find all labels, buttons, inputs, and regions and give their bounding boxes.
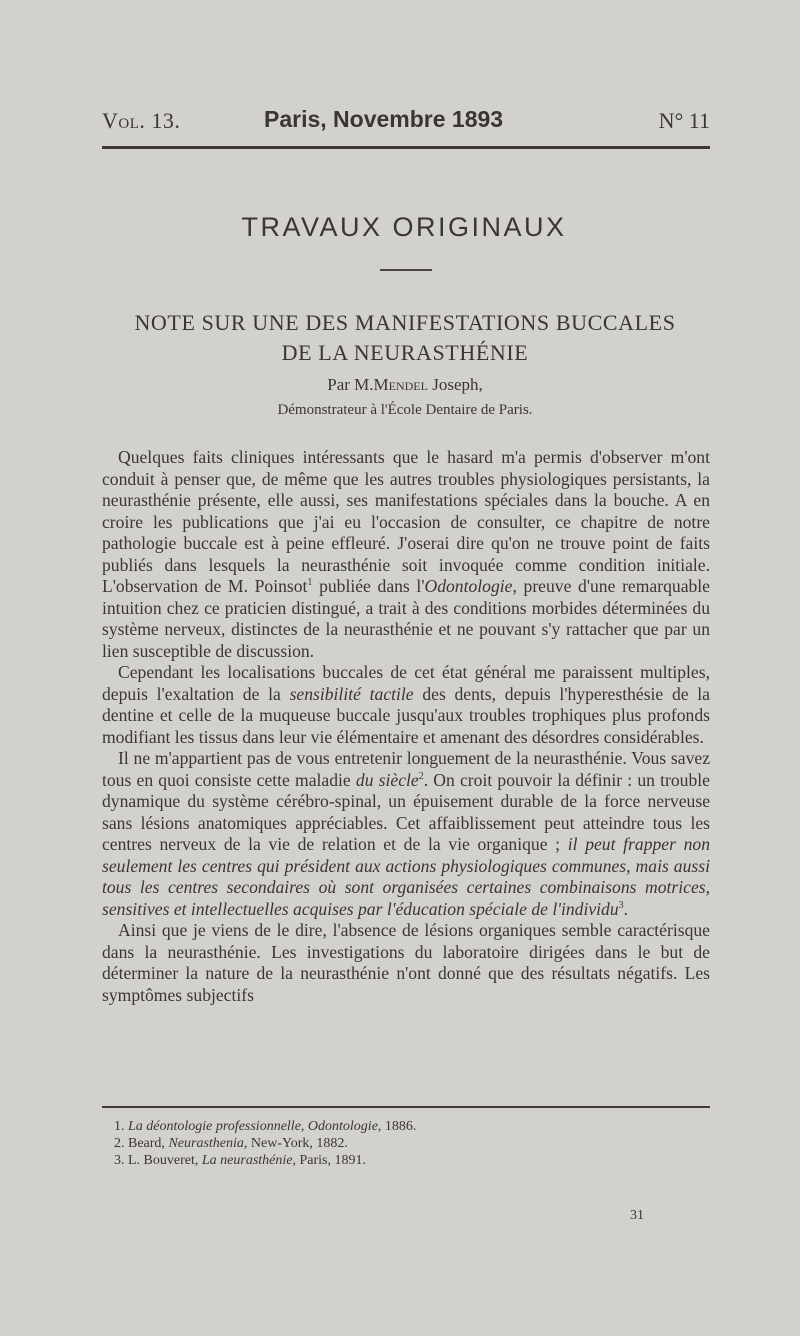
footnote-text: Beard, xyxy=(128,1136,169,1151)
footnote-1 xyxy=(114,1118,704,1135)
byline xyxy=(100,375,710,395)
byline-prefix: Par M. xyxy=(327,375,374,394)
article-title-line1: NOTE SUR UNE DES MANIFESTATIONS BUCCALES xyxy=(134,310,676,335)
p3-text-a: Il ne m'appartient pas de vous entretenir longuement de la neurasthénie. Vous savez tous en quoi consiste cette maladie xyxy=(102,748,710,790)
header-rule xyxy=(102,146,710,149)
p1-text-a: Quelques faits cliniques intéressants que le hasard m'a permis d'observer m'ont conduit à penser que, de même que les autres troubles physiologiques persistants, la neurasthénie présente, elle aussi, ses manifestations spéciales dans la bouche. A en croire les publications que j'ai eu l'occasion de consulter, ce chapitre de notre pathologie buccale est à peine effleuré. J'oserai dire qu'on ne trouve point de faits publiés dans lesquels la neurasthénie soit invoquée comme condition initiale. L'observation de M. Poinsot xyxy=(102,447,710,596)
p1-italic: Odontologie xyxy=(424,576,513,596)
footnote-text: , Paris, 1891. xyxy=(292,1153,366,1168)
footnotes xyxy=(114,1118,704,1169)
footnote-italic: Neurasthenia xyxy=(168,1136,244,1151)
paragraph-2 xyxy=(102,662,710,748)
footnote-num: 2. xyxy=(114,1136,125,1151)
section-title: TRAVAUX ORIGINAUX xyxy=(241,212,567,242)
footnote-text: , 1886. xyxy=(377,1119,417,1134)
page-number: 31 xyxy=(630,1208,644,1223)
author-affiliation: Démonstrateur à l'École Dentaire de Paris. xyxy=(277,402,533,418)
footnote-ref-2: 2 xyxy=(418,770,424,782)
article-body xyxy=(102,447,710,1006)
footnote-text: L. Bouveret, xyxy=(128,1153,202,1168)
footnote-ref-3: 3 xyxy=(618,899,624,911)
footnote-italic: La déontologie professionnelle xyxy=(128,1119,301,1134)
footnote-ref-1: 1 xyxy=(307,577,313,589)
author-given: Joseph, xyxy=(432,375,483,394)
p3-text-b: . On croit pouvoir la définir : un trouble dynamique du système cérébro-spinal, un épuisement durable de la force nerveuse sans lésions anatomiques appréciables. Cet affaiblissement peut atteindre tous les centres nerveux de la vie de relation et de la vie organique ; xyxy=(102,769,710,854)
footnote-rule xyxy=(102,1106,710,1108)
footnote-italic: Odontologie xyxy=(307,1119,378,1134)
footnote-text: , xyxy=(300,1119,308,1134)
p3-italic-1: du siècle xyxy=(355,769,419,790)
footnote-num: 1. xyxy=(114,1119,125,1134)
footnote-text: , New-York, 1882. xyxy=(243,1136,348,1151)
volume-label: Vol. 13. xyxy=(102,108,181,133)
running-header xyxy=(102,108,710,140)
footnote-2 xyxy=(114,1135,704,1152)
author-surname: Mendel xyxy=(373,375,428,394)
place-date: Paris, Novembre 1893 xyxy=(264,106,504,132)
paragraph-4: Ainsi que je viens de le dire, l'absence de lésions organiques semble caractérisque dans la neurasthénie. Les investigations du laboratoire dirigées dans le but de déterminer la nature de la neurasthénie n'ont donné que des résultats négatifs. Les symptômes subjectifs xyxy=(102,920,710,1005)
p2-text-b: des dents, depuis l'hyperesthésie de la dentine et celle de la muqueuse buccale jusqu'aux troubles trophiques plus profonds modifiant les tissus dans leur vie élémentaire et amenant des désordres considérables. xyxy=(102,683,710,747)
issue-number: N° 11 xyxy=(658,108,710,133)
p1-text-c: , preuve d'une remarquable intuition chez ce praticien distingué, a trait à des conditions morbides déterminées du système nerveux, distinctes de la neurasthénie et ne pouvant s'y rattacher que par un lien susceptible de discussion. xyxy=(102,576,710,661)
p3-text-c: . xyxy=(623,898,629,919)
p2-text-a: Cependant les localisations buccales de cet état général me paraissent multiples, depuis l'exaltation de la xyxy=(102,662,710,704)
article-title xyxy=(100,308,710,368)
footnote-num: 3. xyxy=(114,1153,125,1168)
footnote-3 xyxy=(114,1152,704,1169)
title-divider xyxy=(380,269,432,271)
paragraph-3 xyxy=(102,748,710,920)
footnote-italic: La neurasthénie xyxy=(201,1153,293,1168)
paragraph-1 xyxy=(102,447,710,662)
p2-italic: sensibilité tactile xyxy=(289,683,414,704)
article-title-line2: DE LA NEURASTHÉNIE xyxy=(281,340,529,365)
p1-text-b: publiée dans l' xyxy=(312,576,425,596)
p3-italic-2: il peut frapper non seulement les centres qui président aux actions physiologiques communes, mais aussi tous les centres secondaires où sont organisées certaines combinaisons motrices, sensitives et intellectuelles acquises par l'éducation spéciale de l'individu xyxy=(102,834,710,919)
